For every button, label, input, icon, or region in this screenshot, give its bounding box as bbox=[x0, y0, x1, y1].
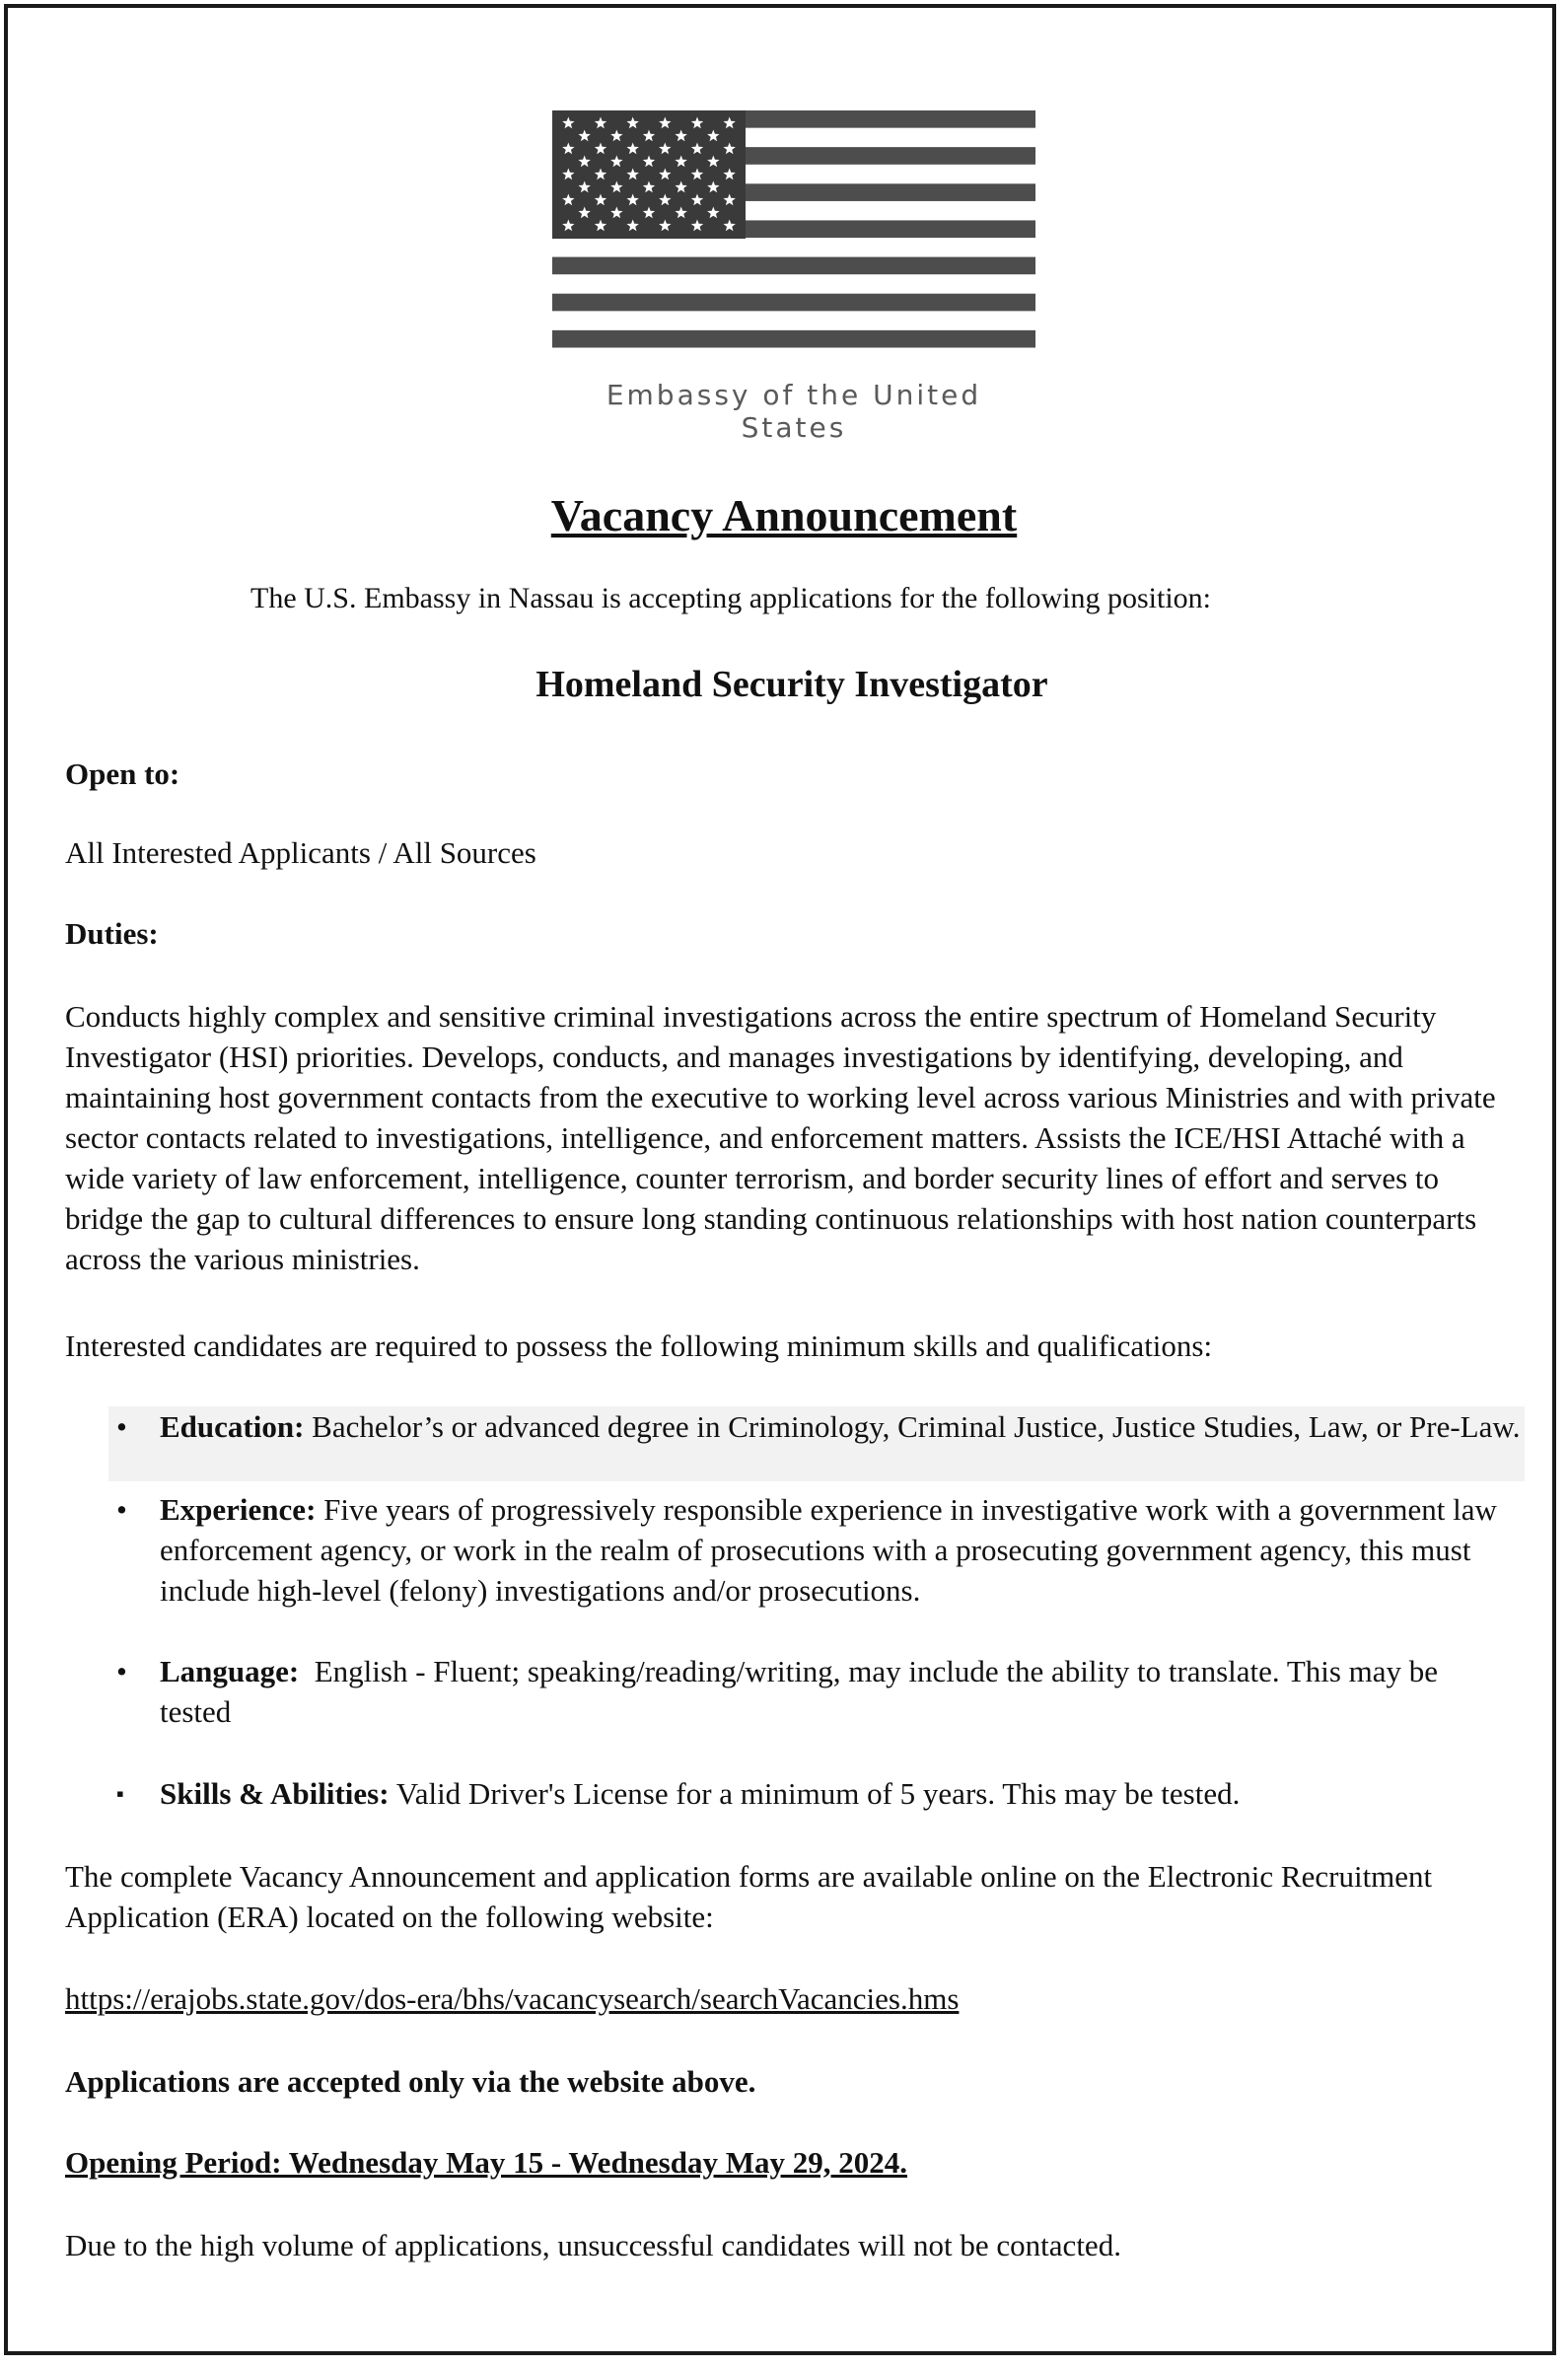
position-title: Homeland Security Investigator bbox=[535, 664, 1048, 705]
applications-note: Applications are accepted only via the website above. bbox=[65, 2064, 756, 2099]
open-to-heading: Open to: bbox=[65, 756, 180, 791]
requirement-text: include high-level (felony) investigations and/or prosecutions. bbox=[160, 1573, 921, 1608]
duties-heading: Duties: bbox=[65, 916, 159, 951]
duties-line: bridge the gap to cultural differences to ensure long standing continuous relationships with host nation counterparts bbox=[65, 1201, 1477, 1236]
requirements-intro: Interested candidates are required to possess the following minimum skills and qualifications: bbox=[65, 1328, 1213, 1363]
duties-line: sector contacts related to investigations, intelligence, and enforcement matters. Assists the ICE/HSI Attaché with a bbox=[65, 1120, 1465, 1155]
bullet-marker: • bbox=[116, 1492, 127, 1527]
us-flag-icon bbox=[552, 110, 1035, 367]
requirement-text: tested bbox=[160, 1694, 232, 1729]
duties-line: Conducts highly complex and sensitive criminal investigations across the entire spectrum of Homeland Security bbox=[65, 999, 1437, 1034]
duties-line: maintaining host government contacts from the executive to working level across various Ministries and with private bbox=[65, 1080, 1496, 1114]
requirement-text: English - Fluent; speaking/reading/writing, may include the ability to translate. This may be bbox=[307, 1654, 1439, 1688]
duties-paragraph bbox=[65, 996, 1525, 1279]
flag-stripe bbox=[552, 330, 1035, 348]
requirement-text: Valid Driver's License for a minimum of 5 years. This may be tested. bbox=[395, 1776, 1241, 1811]
requirement-label: Education: bbox=[160, 1409, 305, 1444]
duties-line: across the various ministries. bbox=[65, 1242, 420, 1276]
open-to-value: All Interested Applicants / All Sources bbox=[65, 835, 536, 870]
requirement-text: Bachelor’s or advanced degree in Criminology, Criminal Justice, Justice Studies, Law, or Pre-Law. bbox=[312, 1409, 1521, 1444]
requirement-label: Language: bbox=[160, 1654, 300, 1688]
website-link[interactable]: https://erajobs.state.gov/dos-era/bhs/vacancysearch/searchVacancies.hms bbox=[65, 1981, 960, 2016]
embassy-logo bbox=[552, 110, 1035, 444]
duties-line: wide variety of law enforcement, intelligence, counter terrorism, and border security lines of effort and serves to bbox=[65, 1161, 1440, 1195]
closing-note: Due to the high volume of applications, unsuccessful candidates will not be contacted. bbox=[65, 2228, 1121, 2262]
flag-stripe bbox=[552, 257, 1035, 275]
requirement-education bbox=[108, 1406, 1525, 1481]
page-title: Vacancy Announcement bbox=[550, 490, 1018, 540]
intro-text: The U.S. Embassy in Nassau is accepting applications for the following position: bbox=[250, 582, 1212, 614]
logo-caption: Embassy of the United States bbox=[606, 379, 982, 444]
requirement-text: Five years of progressively responsible experience in investigative work with a government law bbox=[323, 1492, 1497, 1527]
bullet-marker: • bbox=[116, 1409, 127, 1444]
availability-line: The complete Vacancy Announcement and application forms are available online on the Electronic Recruitment bbox=[65, 1859, 1433, 1894]
requirement-label: Skills & Abilities: bbox=[160, 1776, 390, 1811]
availability-line: Application (ERA) located on the following website: bbox=[65, 1900, 714, 1934]
announcement-page bbox=[4, 4, 1556, 2355]
duties-line: Investigator (HSI) priorities. Develops, conducts, and manages investigations by identifying, developing, and bbox=[65, 1040, 1403, 1074]
flag-stripe bbox=[552, 294, 1035, 312]
availability-paragraph bbox=[65, 1856, 1525, 1937]
opening-period: Opening Period: Wednesday May 15 - Wednesday May 29, 2024. bbox=[65, 2145, 907, 2180]
requirement-text: enforcement agency, or work in the realm of prosecutions with a prosecuting government agency, this must bbox=[160, 1533, 1471, 1567]
bullet-marker: • bbox=[116, 1654, 127, 1688]
requirement-label: Experience: bbox=[160, 1492, 317, 1527]
bullet-marker: ▪ bbox=[116, 1781, 124, 1806]
